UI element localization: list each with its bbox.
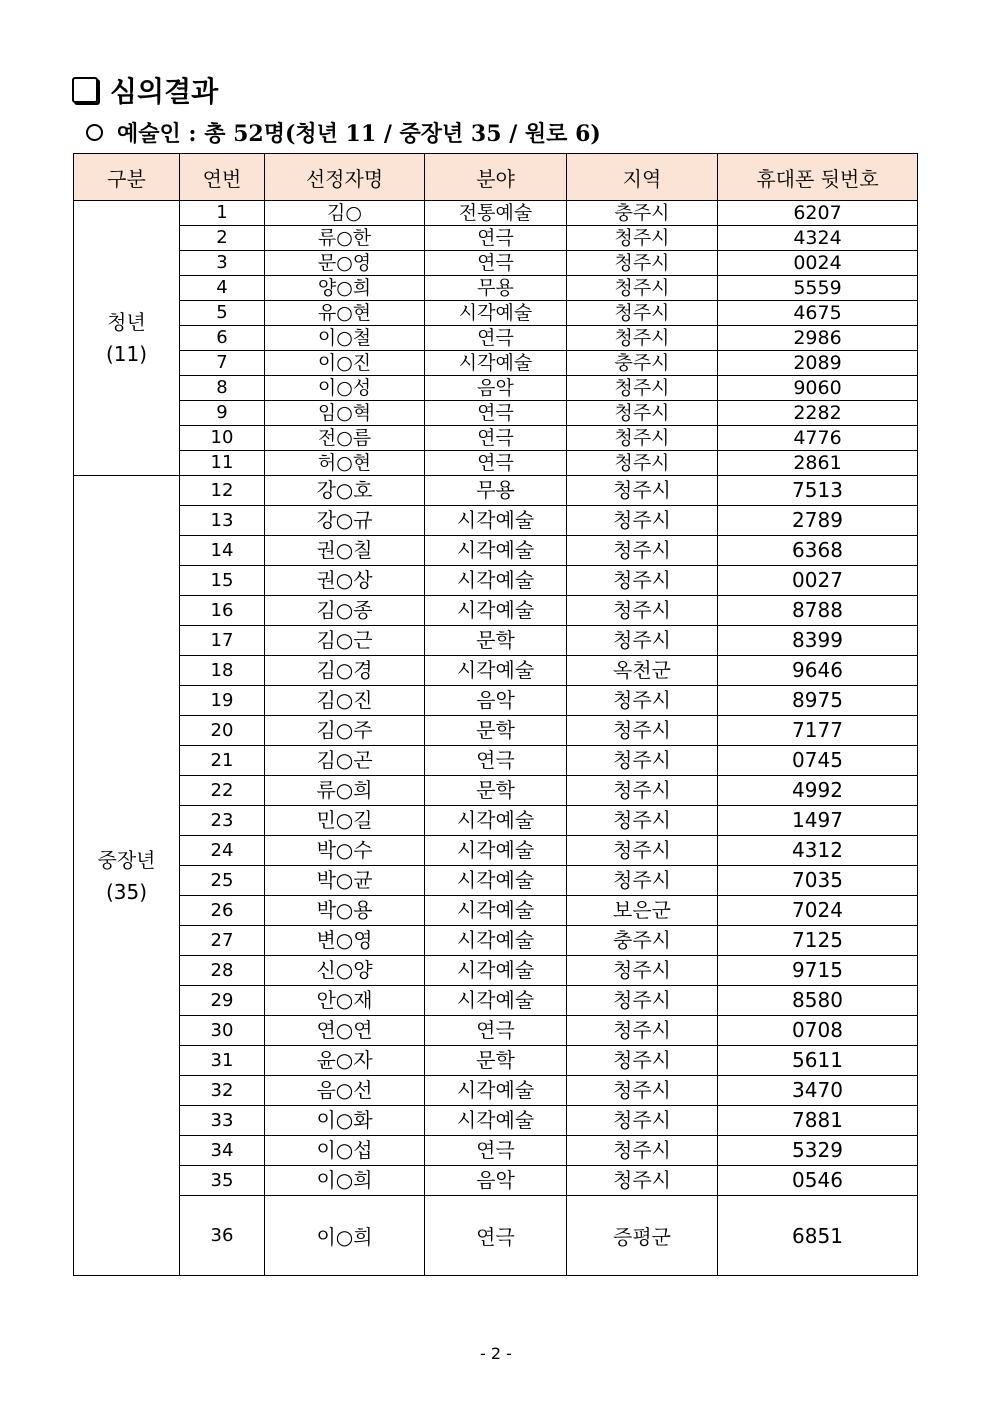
cell-number: 9	[180, 401, 265, 426]
table-row	[74, 926, 918, 956]
cell-field: 시각예술	[425, 536, 567, 566]
cell-number: 6	[180, 326, 265, 351]
table-row	[74, 956, 918, 986]
cell-number: 15	[180, 566, 265, 596]
cell-phone: 7024	[718, 896, 918, 926]
cell-field: 시각예술	[425, 301, 567, 326]
cell-name: 변○영	[265, 926, 425, 956]
cell-phone: 5329	[718, 1136, 918, 1166]
cell-field: 시각예술	[425, 836, 567, 866]
cell-field: 문학	[425, 716, 567, 746]
cell-region: 청주시	[567, 326, 718, 351]
cell-field: 음악	[425, 686, 567, 716]
cell-region: 청주시	[567, 596, 718, 626]
cell-phone: 0027	[718, 566, 918, 596]
cell-phone: 7035	[718, 866, 918, 896]
cell-phone: 6207	[718, 201, 918, 226]
cell-region: 청주시	[567, 301, 718, 326]
cell-name: 김○진	[265, 686, 425, 716]
cell-number: 12	[180, 476, 265, 506]
cell-number: 21	[180, 746, 265, 776]
cell-name: 박○균	[265, 866, 425, 896]
cell-name: 이○희	[265, 1166, 425, 1196]
section-title-text: 심의결과	[110, 75, 219, 108]
cell-number: 25	[180, 866, 265, 896]
table-row	[74, 806, 918, 836]
table-row	[74, 536, 918, 566]
cell-name: 강○호	[265, 476, 425, 506]
cell-region: 옥천군	[567, 656, 718, 686]
cell-number: 17	[180, 626, 265, 656]
cell-field: 음악	[425, 376, 567, 401]
table-body	[74, 201, 918, 1276]
table-row	[74, 251, 918, 276]
table-row	[74, 596, 918, 626]
cell-number: 34	[180, 1136, 265, 1166]
cell-field: 시각예술	[425, 956, 567, 986]
cell-name: 연○연	[265, 1016, 425, 1046]
cell-name: 류○한	[265, 226, 425, 251]
table-row	[74, 626, 918, 656]
cell-name: 음○선	[265, 1076, 425, 1106]
cell-phone: 4992	[718, 776, 918, 806]
cell-region: 청주시	[567, 1106, 718, 1136]
cell-number: 36	[180, 1196, 265, 1276]
subtitle	[86, 114, 601, 150]
cell-region: 청주시	[567, 251, 718, 276]
cell-region: 청주시	[567, 226, 718, 251]
page-number: - 2 -	[480, 1344, 512, 1363]
cell-region: 충주시	[567, 351, 718, 376]
cell-field: 시각예술	[425, 866, 567, 896]
cell-field: 시각예술	[425, 351, 567, 376]
cell-number: 31	[180, 1046, 265, 1076]
table-row	[74, 1166, 918, 1196]
cell-number: 11	[180, 451, 265, 476]
header-number: 연번	[180, 154, 265, 201]
cell-region: 청주시	[567, 986, 718, 1016]
cell-phone: 0708	[718, 1016, 918, 1046]
cell-name: 안○재	[265, 986, 425, 1016]
cell-phone: 8788	[718, 596, 918, 626]
cell-phone: 7177	[718, 716, 918, 746]
table-row	[74, 986, 918, 1016]
cell-name: 김○근	[265, 626, 425, 656]
cell-phone: 9060	[718, 376, 918, 401]
cell-phone: 9715	[718, 956, 918, 986]
table-header	[74, 154, 918, 201]
cell-phone: 8399	[718, 626, 918, 656]
cell-phone: 6851	[718, 1196, 918, 1276]
cell-name: 양○희	[265, 276, 425, 301]
cell-region: 청주시	[567, 716, 718, 746]
cell-number: 32	[180, 1076, 265, 1106]
cell-number: 26	[180, 896, 265, 926]
cell-region: 청주시	[567, 476, 718, 506]
cell-field: 무용	[425, 476, 567, 506]
cell-name: 허○현	[265, 451, 425, 476]
cell-number: 2	[180, 226, 265, 251]
cell-region: 청주시	[567, 626, 718, 656]
group-cell	[74, 476, 180, 1276]
table-row	[74, 1136, 918, 1166]
section-title	[70, 70, 218, 110]
table-row	[74, 201, 918, 226]
cell-number: 13	[180, 506, 265, 536]
cell-number: 28	[180, 956, 265, 986]
cell-field: 연극	[425, 426, 567, 451]
cell-number: 22	[180, 776, 265, 806]
cell-name: 김○곤	[265, 746, 425, 776]
cell-field: 시각예술	[425, 1076, 567, 1106]
cell-number: 30	[180, 1016, 265, 1046]
cell-number: 10	[180, 426, 265, 451]
cell-number: 3	[180, 251, 265, 276]
cell-field: 시각예술	[425, 1106, 567, 1136]
cell-field: 연극	[425, 401, 567, 426]
cell-region: 충주시	[567, 201, 718, 226]
cell-region: 청주시	[567, 836, 718, 866]
cell-name: 신○양	[265, 956, 425, 986]
cell-number: 27	[180, 926, 265, 956]
table-row	[74, 1196, 918, 1276]
cell-phone: 9646	[718, 656, 918, 686]
table-row	[74, 326, 918, 351]
cell-number: 18	[180, 656, 265, 686]
cell-name: 임○혁	[265, 401, 425, 426]
cell-name: 김○주	[265, 716, 425, 746]
cell-field: 시각예술	[425, 926, 567, 956]
cell-name: 윤○자	[265, 1046, 425, 1076]
cell-region: 청주시	[567, 506, 718, 536]
cell-field: 연극	[425, 326, 567, 351]
cell-field: 문학	[425, 1046, 567, 1076]
cell-name: 김○종	[265, 596, 425, 626]
cell-number: 7	[180, 351, 265, 376]
cell-phone: 2089	[718, 351, 918, 376]
cell-region: 청주시	[567, 686, 718, 716]
cell-phone: 0024	[718, 251, 918, 276]
cell-field: 연극	[425, 1016, 567, 1046]
cell-region: 청주시	[567, 536, 718, 566]
cell-phone: 4324	[718, 226, 918, 251]
cell-phone: 0745	[718, 746, 918, 776]
cell-phone: 1497	[718, 806, 918, 836]
cell-phone: 8580	[718, 986, 918, 1016]
cell-region: 청주시	[567, 426, 718, 451]
cell-number: 8	[180, 376, 265, 401]
cell-phone: 7513	[718, 476, 918, 506]
cell-field: 연극	[425, 251, 567, 276]
cell-name: 문○영	[265, 251, 425, 276]
cell-field: 시각예술	[425, 656, 567, 686]
table-row	[74, 896, 918, 926]
cell-region: 청주시	[567, 1016, 718, 1046]
cell-name: 강○규	[265, 506, 425, 536]
cell-number: 33	[180, 1106, 265, 1136]
header-phone: 휴대폰 뒷번호	[718, 154, 918, 201]
cell-number: 20	[180, 716, 265, 746]
cell-name: 박○수	[265, 836, 425, 866]
table-row	[74, 506, 918, 536]
cell-region: 청주시	[567, 451, 718, 476]
cell-phone: 4675	[718, 301, 918, 326]
cell-region: 청주시	[567, 1136, 718, 1166]
cell-field: 문학	[425, 626, 567, 656]
cell-phone: 3470	[718, 1076, 918, 1106]
cell-number: 1	[180, 201, 265, 226]
table-row	[74, 776, 918, 806]
table-row	[74, 836, 918, 866]
table-row	[74, 351, 918, 376]
cell-region: 청주시	[567, 1076, 718, 1106]
group-cell	[74, 201, 180, 476]
cell-region: 청주시	[567, 866, 718, 896]
cell-name: 김○경	[265, 656, 425, 686]
table-row	[74, 426, 918, 451]
table-row	[74, 566, 918, 596]
header-name: 선정자명	[265, 154, 425, 201]
table-row	[74, 686, 918, 716]
circle-bullet-icon	[86, 124, 103, 141]
cell-region: 충주시	[567, 926, 718, 956]
table-row	[74, 1016, 918, 1046]
cell-name: 권○칠	[265, 536, 425, 566]
table-row	[74, 401, 918, 426]
table-row	[74, 276, 918, 301]
cell-number: 16	[180, 596, 265, 626]
cell-region: 청주시	[567, 746, 718, 776]
cell-name: 이○화	[265, 1106, 425, 1136]
cell-phone: 6368	[718, 536, 918, 566]
cell-phone: 4312	[718, 836, 918, 866]
results-table	[73, 153, 918, 1276]
cell-region: 청주시	[567, 806, 718, 836]
cell-number: 23	[180, 806, 265, 836]
cell-region: 증평군	[567, 1196, 718, 1276]
cell-phone: 4776	[718, 426, 918, 451]
cell-field: 연극	[425, 1196, 567, 1276]
cell-name: 박○용	[265, 896, 425, 926]
cell-name: 류○희	[265, 776, 425, 806]
header-field: 분야	[425, 154, 567, 201]
table-row	[74, 746, 918, 776]
cell-number: 29	[180, 986, 265, 1016]
cell-field: 시각예술	[425, 806, 567, 836]
cell-number: 5	[180, 301, 265, 326]
cell-name: 이○희	[265, 1196, 425, 1276]
cell-phone: 2986	[718, 326, 918, 351]
cell-name: 이○철	[265, 326, 425, 351]
checkbox-icon	[72, 77, 98, 103]
header-row	[74, 154, 918, 201]
cell-region: 청주시	[567, 956, 718, 986]
header-category: 구분	[74, 154, 180, 201]
cell-phone: 2861	[718, 451, 918, 476]
cell-region: 청주시	[567, 376, 718, 401]
cell-field: 시각예술	[425, 986, 567, 1016]
cell-phone: 5611	[718, 1046, 918, 1076]
subtitle-text: 예술인 : 총 52명(청년 11 / 중장년 35 / 원로 6)	[117, 120, 601, 147]
cell-name: 유○현	[265, 301, 425, 326]
table-row	[74, 476, 918, 506]
cell-phone: 2789	[718, 506, 918, 536]
table-row	[74, 376, 918, 401]
group-count: (35)	[105, 879, 148, 904]
cell-number: 4	[180, 276, 265, 301]
cell-phone: 7881	[718, 1106, 918, 1136]
table-row	[74, 301, 918, 326]
cell-field: 무용	[425, 276, 567, 301]
cell-name: 김○	[265, 201, 425, 226]
cell-region: 청주시	[567, 401, 718, 426]
header-region: 지역	[567, 154, 718, 201]
cell-number: 14	[180, 536, 265, 566]
cell-phone: 7125	[718, 926, 918, 956]
cell-number: 35	[180, 1166, 265, 1196]
group-label: 중장년	[97, 847, 156, 872]
table-row	[74, 1076, 918, 1106]
table-row	[74, 1046, 918, 1076]
group-label: 청년	[107, 310, 146, 334]
cell-name: 전○름	[265, 426, 425, 451]
cell-field: 연극	[425, 226, 567, 251]
cell-number: 24	[180, 836, 265, 866]
cell-region: 청주시	[567, 566, 718, 596]
cell-name: 이○진	[265, 351, 425, 376]
cell-field: 문학	[425, 776, 567, 806]
table-row	[74, 656, 918, 686]
cell-field: 연극	[425, 451, 567, 476]
cell-region: 청주시	[567, 1046, 718, 1076]
cell-phone: 8975	[718, 686, 918, 716]
cell-number: 19	[180, 686, 265, 716]
cell-region: 청주시	[567, 1166, 718, 1196]
cell-region: 청주시	[567, 276, 718, 301]
cell-field: 시각예술	[425, 566, 567, 596]
cell-field: 시각예술	[425, 896, 567, 926]
cell-field: 음악	[425, 1166, 567, 1196]
table-row	[74, 451, 918, 476]
cell-region: 보은군	[567, 896, 718, 926]
cell-field: 시각예술	[425, 596, 567, 626]
cell-name: 이○성	[265, 376, 425, 401]
cell-field: 연극	[425, 746, 567, 776]
cell-field: 시각예술	[425, 506, 567, 536]
table-row	[74, 1106, 918, 1136]
cell-name: 민○길	[265, 806, 425, 836]
cell-phone: 2282	[718, 401, 918, 426]
table-row	[74, 866, 918, 896]
group-count: (11)	[105, 342, 148, 366]
cell-field: 연극	[425, 1136, 567, 1166]
cell-name: 권○상	[265, 566, 425, 596]
cell-phone: 0546	[718, 1166, 918, 1196]
cell-phone: 5559	[718, 276, 918, 301]
cell-region: 청주시	[567, 776, 718, 806]
table-row	[74, 226, 918, 251]
table-row	[74, 716, 918, 746]
cell-name: 이○섭	[265, 1136, 425, 1166]
cell-field: 전통예술	[425, 201, 567, 226]
